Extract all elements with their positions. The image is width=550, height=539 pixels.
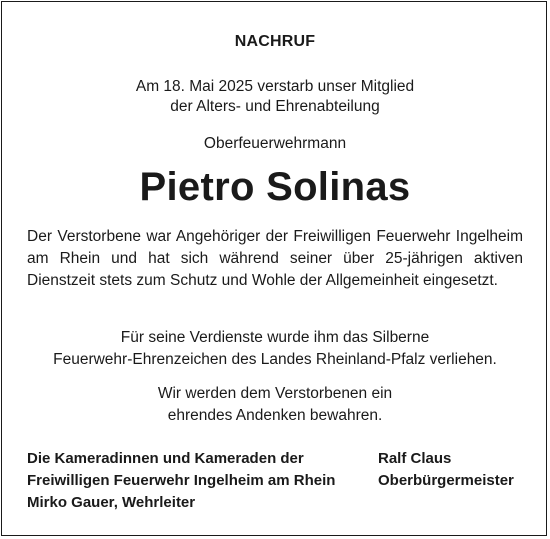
- deceased-rank: Oberfeuerwehrmann: [203, 135, 347, 152]
- closing-text: [0, 383, 550, 427]
- signature-mayor: [378, 448, 514, 492]
- deceased-name: Pietro Solinas: [139, 165, 411, 209]
- honor-text: [0, 327, 550, 371]
- honor-line: Feuerwehr-Ehrenzeichen des Landes Rheinland-Pfalz verliehen.: [53, 351, 497, 368]
- signature-line: Oberbürgermeister: [378, 472, 514, 489]
- honor-line: Für seine Verdienste wurde ihm das Silberne: [120, 329, 430, 346]
- notice-heading: NACHRUF: [234, 33, 316, 50]
- signature-line: Mirko Gauer, Wehrleiter: [27, 494, 196, 511]
- signature-line: Die Kameradinnen und Kameraden der: [27, 450, 304, 467]
- closing-line: ehrendes Andenken bewahren.: [167, 407, 383, 424]
- signature-line: Ralf Claus: [378, 450, 452, 467]
- body-paragraph: Der Verstorbene war Angehöriger der Freiwilligen Feuerwehr Ingelheim am Rhein und hat sich während seiner über 25-jährigen aktiven Dienstzeit stets zum Schutz und Wohle der Allgemeinheit eingesetzt.: [27, 228, 523, 289]
- signature-line: Freiwilligen Feuerwehr Ingelheim am Rhein: [27, 472, 336, 489]
- intro-line: der Alters- und Ehrenabteilung: [170, 98, 380, 115]
- intro-line: Am 18. Mai 2025 verstarb unser Mitglied: [135, 78, 415, 95]
- signature-fire-brigade: [27, 448, 335, 514]
- intro-text: [0, 77, 550, 117]
- closing-line: Wir werden dem Verstorbenen ein: [157, 385, 393, 402]
